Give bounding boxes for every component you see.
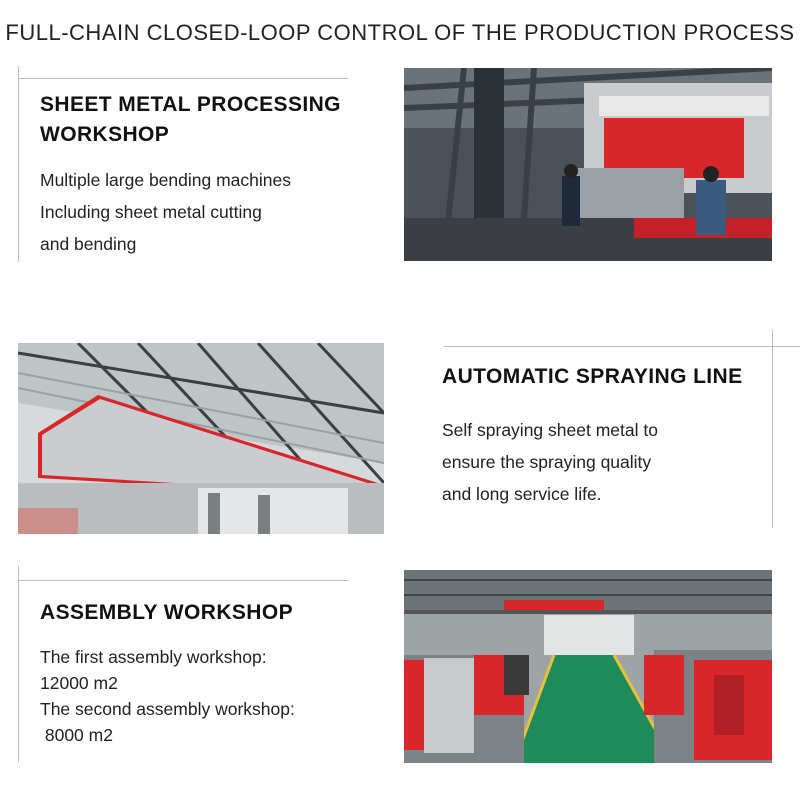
divider-top-2 xyxy=(444,346,800,347)
section-assembly xyxy=(40,598,295,748)
section-desc-line: and bending xyxy=(40,234,137,254)
section-desc-line: 12000 m2 xyxy=(40,673,118,693)
section-desc-line: Multiple large bending machines xyxy=(40,170,291,190)
divider-top-3 xyxy=(18,580,348,581)
bending-machine-photo xyxy=(404,68,772,261)
divider-left-1 xyxy=(18,66,19,262)
section-desc-line: ensure the spraying quality xyxy=(442,452,652,472)
spraying-line-photo xyxy=(18,343,384,534)
section-title-line: ASSEMBLY WORKSHOP xyxy=(40,601,294,624)
section-spraying xyxy=(442,362,743,510)
section-desc-line: and long service life. xyxy=(442,484,602,504)
section-desc-line: Including sheet metal cutting xyxy=(40,202,262,222)
section-title-line: AUTOMATIC SPRAYING LINE xyxy=(442,365,743,388)
divider-top-1 xyxy=(18,78,348,79)
section-title-line: SHEET METAL PROCESSING xyxy=(40,93,341,116)
section-desc-line: The first assembly workshop: xyxy=(40,647,267,667)
assembly-workshop-photo xyxy=(404,570,772,763)
page-title: FULL-CHAIN CLOSED-LOOP CONTROL OF THE PRODUCTION PROCESS xyxy=(5,20,795,45)
divider-right-2 xyxy=(772,330,773,528)
divider-left-3 xyxy=(18,566,19,762)
section-title-line: WORKSHOP xyxy=(40,123,170,146)
section-sheet-metal xyxy=(40,90,341,260)
section-desc-line: The second assembly workshop: xyxy=(40,699,295,719)
section-desc-line: Self spraying sheet metal to xyxy=(442,420,658,440)
section-desc-line: 8000 m2 xyxy=(40,725,113,745)
